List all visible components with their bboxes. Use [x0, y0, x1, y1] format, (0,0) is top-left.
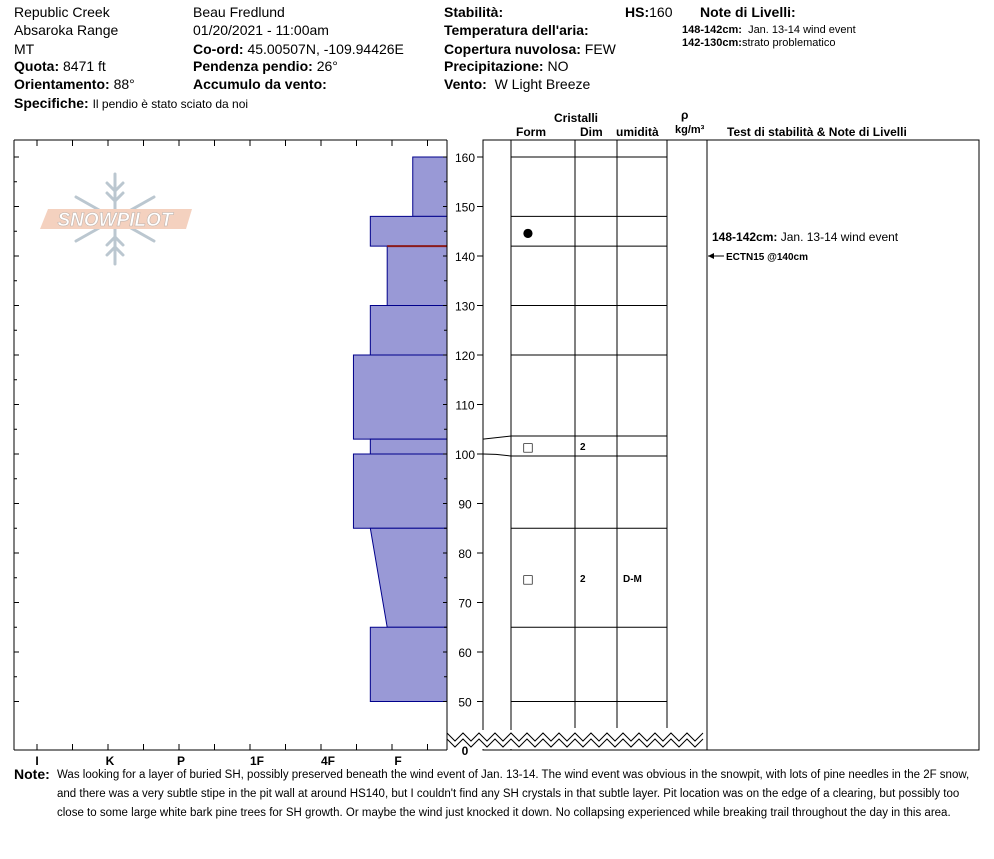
depth-tick-label: 90: [458, 497, 472, 512]
crystals-header: Cristalli: [554, 111, 599, 125]
layer-note-text: strato problematico: [741, 37, 836, 49]
form-column-header: Form: [516, 125, 546, 139]
mountain-range: Absaroka Range: [14, 22, 119, 38]
hardness-profile: [353, 157, 447, 702]
crystal-connector: [483, 436, 511, 439]
layer-annotation: 148-142cm: Jan. 13-14 wind event: [712, 230, 899, 244]
snowpilot-logo: [40, 174, 192, 264]
hardness-layer-bar: [370, 216, 447, 246]
stability-test-arrow: [708, 253, 714, 259]
hardness-tick-label: I: [35, 754, 39, 768]
hs-label: HS:: [625, 4, 650, 20]
cloud-label: Copertura nuvolosa:: [444, 41, 581, 57]
note-label: Note:: [14, 766, 50, 782]
wind-value: W Light Breeze: [494, 76, 591, 92]
crystal-connector: [483, 454, 511, 456]
logo-text: SNOWPILOT: [57, 210, 173, 231]
crystal-form-symbol: ●: [522, 225, 534, 240]
depth-tick-label: 150: [454, 200, 476, 215]
layer-note-range: 148-142cm:: [682, 24, 742, 36]
depth-tick-label: 0: [461, 744, 469, 758]
depth-tick-label: 120: [454, 349, 476, 363]
stability-notes-header: Test di stabilità & Note di Livelli: [727, 125, 907, 139]
depth-tick-label: 80: [458, 547, 472, 561]
specifics-value: Il pendio è stato sciato da noi: [92, 97, 249, 111]
hardness-tick-label: 1F: [249, 754, 265, 768]
depth-tick-label: 60: [458, 646, 472, 660]
rho-symbol: ρ: [681, 108, 689, 122]
size-column-header: Dim: [580, 125, 603, 139]
moisture-column-header: umidità: [616, 125, 659, 139]
precip-label: Precipitazione:: [444, 58, 544, 74]
hardness-layer-bar: [387, 246, 447, 305]
aspect-value: 88°: [113, 76, 135, 92]
hardness-layer-bar: [413, 157, 447, 216]
stability-annotations: [708, 230, 899, 263]
location-name: Republic Creek: [14, 4, 110, 20]
depth-tick-label: 100: [454, 448, 476, 462]
date-time: 01/20/2021 - 11:00am: [193, 22, 329, 38]
crystal-moisture: D-M: [623, 573, 642, 585]
observer: Beau Fredlund: [193, 4, 285, 20]
aspect-label: Orientamento:: [14, 76, 110, 92]
hardness-tick-label: K: [105, 754, 115, 768]
stability-label: Stabilità:: [444, 4, 504, 20]
state: MT: [14, 41, 35, 57]
crystal-size: 2: [580, 573, 586, 585]
layer-note-range: 142-130cm:: [682, 37, 742, 49]
hardness-layer-bar: [353, 355, 447, 439]
note-text: Was looking for a layer of buried SH, possibly preserved beneath the wind event of Jan. 13-14. The wind event was obvious in the snowpit, with lots of pine needles in the 2F snow, and there was a very subtle stipe in the pit wall at around HS140, but I couldn't find any SH crystals in that subtle layer. Pit location was on the edge of a clearing, but possibly too close to some large white bark pine trees for SH growth. Or maybe the wind just knocked it down. No collapsing experienced while breaking trail throughout the day in this area.: [57, 769, 970, 819]
stability-test-result: ECTN15 @140cm: [726, 252, 809, 263]
air-temp-label: Temperatura dell'aria:: [444, 22, 589, 38]
layer-note-text: Jan. 13-14 wind event: [748, 24, 856, 36]
depth-tick-label: 50: [458, 695, 472, 710]
specifics-label: Specifiche:: [14, 95, 89, 111]
layer-notes-title: Note di Livelli:: [700, 4, 796, 20]
slope-value: 26°: [316, 58, 338, 74]
precip-value: NO: [547, 58, 569, 74]
hardness-layer-bar: [370, 528, 447, 627]
crystal-form-symbol: □: [522, 571, 534, 586]
hardness-layer-bar: [370, 306, 447, 356]
depth-tick-label: 70: [458, 596, 472, 611]
depth-tick-label: 110: [455, 398, 475, 413]
elevation-value: 8471 ft: [63, 58, 106, 74]
hardness-tick-label: 4F: [320, 754, 336, 768]
slope-label: Pendenza pendio:: [193, 58, 313, 74]
wind-label: Vento:: [444, 76, 487, 92]
hardness-layer-bar: [370, 439, 447, 454]
hardness-tick-label: P: [176, 754, 186, 768]
hardness-layer-bar: [370, 627, 447, 701]
wind-loading-label: Accumulo da vento:: [193, 76, 327, 92]
density-unit: kg/m³: [675, 124, 705, 136]
cloud-value: FEW: [584, 41, 616, 57]
crystal-size: 2: [580, 442, 586, 453]
hardness-tick-label: F: [394, 754, 402, 768]
coord-label: Co-ord:: [193, 41, 244, 57]
coord-value: 45.00507N, -109.94426E: [247, 41, 404, 57]
hardness-layer-bar: [353, 454, 447, 528]
depth-tick-label: 160: [454, 151, 476, 165]
hs-value: 160: [649, 4, 673, 20]
depth-tick-label: 130: [454, 299, 476, 314]
depth-tick-label: 140: [454, 250, 476, 264]
crystal-form-symbol: □: [522, 440, 534, 454]
elevation-label: Quota:: [14, 58, 60, 74]
